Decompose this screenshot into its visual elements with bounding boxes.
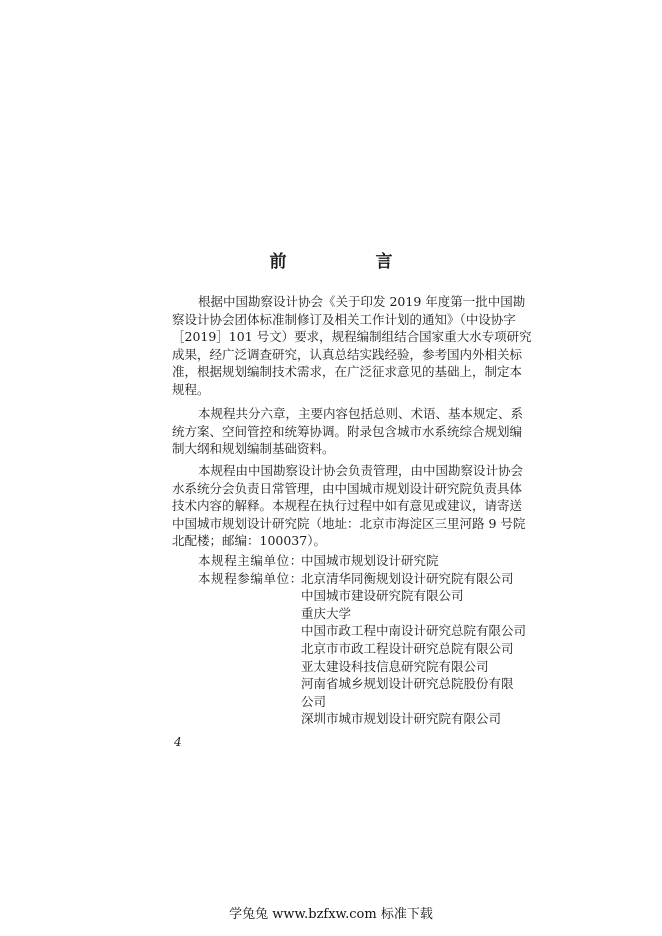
page-title: 前 言 bbox=[269, 252, 429, 272]
paragraph-line: 察设计协会团体标准制修订及相关工作计划的通知》（中设协字 bbox=[172, 311, 516, 327]
paragraph-contents bbox=[172, 405, 524, 458]
participating-unit: 北京市市政工程设计研究总院有限公司 bbox=[301, 640, 514, 656]
paragraph-line: 北配楼；邮编：100037）。 bbox=[172, 533, 326, 549]
paragraph-line: 水系统分会负责日常管理，由中国城市规划设计研究院负责具体 bbox=[172, 480, 523, 496]
paragraph-line: 规程。 bbox=[172, 381, 210, 397]
page-number: 4 bbox=[174, 735, 182, 749]
paragraph-line: 成果，经广泛调查研究，认真总结实践经验，参考国内外相关标 bbox=[172, 346, 523, 362]
editor-units bbox=[198, 552, 527, 728]
participating-unit: 公司 bbox=[301, 693, 327, 709]
chief-unit-label: 本规程主编单位： bbox=[198, 553, 303, 568]
chief-unit-row bbox=[198, 552, 518, 570]
paragraph-line: 技术内容的解释。本规程在执行过程中如有意见或建议，请寄送 bbox=[172, 498, 523, 514]
paragraph-management bbox=[172, 462, 526, 550]
participating-unit: 亚太建设科技信息研究院有限公司 bbox=[301, 658, 489, 674]
paragraph-line: 制大纲和规划编制基础资料。 bbox=[172, 441, 335, 457]
paragraph-line: 根据中国勘察设计协会《关于印发 2019 年度第一批中国勘 bbox=[198, 294, 526, 309]
participating-unit-row bbox=[198, 570, 527, 728]
participating-unit-label: 本规程参编单位： bbox=[198, 570, 303, 586]
paragraph-line: ［2019］101 号文）要求，规程编制组结合国家重大水专项研究 bbox=[172, 329, 532, 345]
paragraph-line: 统方案、空间管控和统筹协调。附录包含城市水系统综合规划编 bbox=[172, 423, 523, 439]
participating-unit: 重庆大学 bbox=[301, 605, 352, 621]
paragraph-line: 本规程由中国勘察设计协会负责管理，由中国勘察设计协会 bbox=[198, 463, 524, 478]
participating-unit: 河南省城乡规划设计研究总院股份有限 bbox=[301, 676, 514, 692]
participating-unit-list bbox=[301, 570, 526, 728]
watermark-footer: 学兔兔 www.bzfxw.com 标准下载 bbox=[229, 907, 433, 922]
paragraph-line: 中国城市规划设计研究院（地址：北京市海淀区三里河路 9 号院 bbox=[172, 515, 526, 531]
paragraph-line: 本规程共分六章，主要内容包括总则、术语、基本规定、系 bbox=[198, 406, 524, 421]
participating-unit: 北京清华同衡规划设计研究院有限公司 bbox=[301, 570, 514, 586]
participating-unit: 深圳市城市规划设计研究院有限公司 bbox=[301, 711, 502, 727]
chief-unit: 中国城市规划设计研究院 bbox=[301, 553, 439, 568]
paragraph-line: 准，根据规划编制技术需求，在广泛征求意见的基础上，制定本 bbox=[172, 364, 523, 380]
participating-unit: 中国市政工程中南设计研究总院有限公司 bbox=[301, 623, 527, 639]
participating-unit: 中国城市建设研究院有限公司 bbox=[301, 588, 464, 604]
paragraph-basis bbox=[172, 293, 532, 399]
